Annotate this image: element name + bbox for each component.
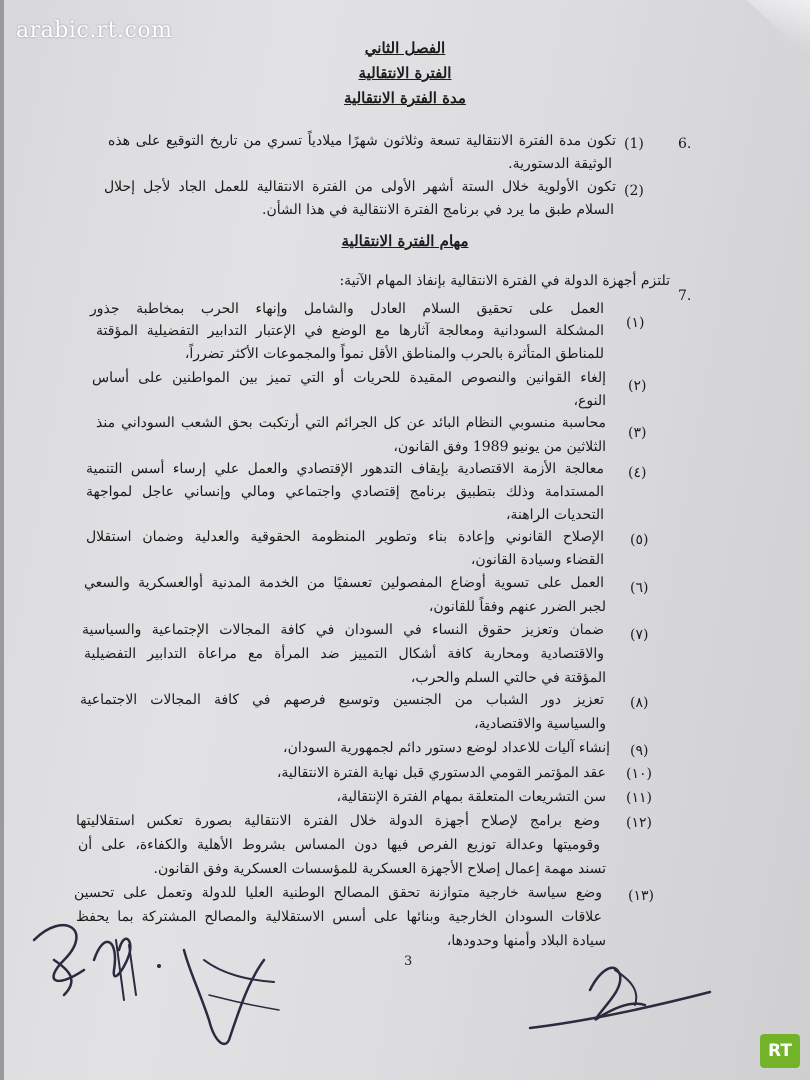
article-text: وضع سياسة خارجية متوازنة تحقق المصالح الوطنية العليا للدولة وتعمل على تحسين — [74, 885, 602, 901]
article-text: الثلاثين من يونيو 1989 وفق القانون، — [393, 439, 606, 455]
item-number: (1) — [624, 136, 644, 152]
item-number: (١٠) — [626, 766, 652, 782]
article-text: الإصلاح القانوني وإعادة بناء وتطوير المنظومة الحقوقية والعدلية وضمان استقلال — [86, 529, 604, 545]
article-text: إلغاء القوانين والنصوص المقيدة للحريات أو التي تميز بين المواطنين على أساس — [92, 370, 606, 386]
page-number: 3 — [404, 954, 413, 969]
article-text: العمل على تسوية أوضاع المفصولين تعسفيًا من الخدمة المدنية أوالعسكرية والسعي — [84, 575, 604, 591]
article-text: والسياسية والاقتصادية، — [474, 716, 606, 732]
article-text: لجبر الضرر عنهم وفقاً للقانون، — [428, 599, 606, 615]
item-number: (١٢) — [626, 815, 652, 831]
rt-logo: RT — [760, 1034, 800, 1068]
article-text: العمل على تحقيق السلام العادل والشامل وإنهاء الحرب بمخاطبة جذور — [90, 301, 604, 317]
item-number: (١١) — [626, 790, 652, 806]
article-text: الوثيقة الدستورية. — [508, 156, 612, 172]
article-text: المستدامة وذلك بتطبيق برنامج إقتصادي واجتماعي ومالي وإنساني عاجل لمواجهة — [86, 484, 604, 500]
article-text: علاقات السودان الخارجية وبنائها على أسس الاستقلالية والمصالح المشتركة بما يحفظ — [76, 909, 602, 925]
article-text: سن التشريعات المتعلقة بمهام الفترة الإنتقالية، — [336, 789, 606, 805]
item-number: (١) — [626, 315, 645, 331]
article-number: 6. — [678, 136, 692, 152]
article-text: تسند مهمة إعمال إصلاح الأجهزة العسكرية للمؤسسات العسكرية وفق القانون. — [153, 861, 606, 877]
item-number: (١٣) — [628, 888, 654, 904]
item-number: (٨) — [630, 695, 649, 711]
signature-left — [24, 900, 314, 1060]
item-number: (٦) — [630, 580, 649, 596]
article-text: المؤقتة في حالتي السلم والحرب، — [410, 670, 606, 686]
watermark: arabic.rt.com — [16, 18, 173, 43]
item-number: (2) — [624, 183, 644, 199]
article-text: معالجة الأزمة الاقتصادية بإيقاف التدهور الإقتصادي والعمل علي إرساء أسس التنمية — [86, 461, 604, 477]
item-number: (٥) — [630, 532, 649, 548]
tasks-title: مهام الفترة الانتقالية — [341, 232, 469, 250]
item-number: (٣) — [628, 425, 647, 441]
article-text: القضاء وسيادة القانون، — [470, 552, 604, 568]
article-intro: تلتزم أجهزة الدولة في الفترة الانتقالية بإنفاذ المهام الآتية: — [339, 273, 670, 289]
item-number: (٤) — [628, 465, 647, 481]
article-text: ضمان وتعزيز حقوق النساء في السودان في كافة المجالات الإجتماعية والسياسية — [82, 622, 604, 638]
article-text: محاسبة منسوبي النظام البائد عن كل الجرائم التي أرتكبت بحق الشعب السوداني منذ — [96, 415, 606, 431]
article-text: والاقتصادية ومحاربة كافة أشكال التمييز ضد المرأة مع مراعاة التدابير التفضيلية — [84, 646, 604, 662]
signature-right — [520, 950, 730, 1040]
chapter-title: الفصل الثاني — [364, 39, 446, 57]
article-text: وقوميتها وعدالة توزيع الفرص فيها دون المساس بشروط الأهلية والكفاءة، على أن — [78, 837, 600, 853]
item-number: (٢) — [628, 378, 647, 394]
article-number: 7. — [678, 288, 692, 304]
article-text: تكون الأولوية خلال الستة أشهر الأولى من الفترة الانتقالية للعمل الجاد لأجل إحلال — [104, 179, 616, 195]
item-number: (٩) — [630, 743, 649, 759]
article-text: وضع برامج لإصلاح أجهزة الدولة خلال الفترة الانتقالية بصورة تعكس استقلاليتها — [76, 813, 600, 829]
article-text: المشكلة السودانية ومعالجة آثارها مع الوضع في الإعتبار التدابير التفضيلية المؤقتة — [96, 323, 604, 339]
article-text: التحديات الراهنة، — [506, 507, 604, 523]
article-text: سيادة البلاد وأمنها وحدودها، — [446, 933, 606, 949]
period-title: الفترة الانتقالية — [358, 64, 452, 82]
chapter-headings — [0, 36, 810, 111]
item-number: (٧) — [630, 627, 649, 643]
article-text: تكون مدة الفترة الانتقالية تسعة وثلاثون شهرًا ميلادياً تسري من تاريخ التوقيع على هذه — [108, 133, 616, 149]
duration-title: مدة الفترة الانتقالية — [344, 89, 466, 107]
article-text: إنشاء آليات للاعداد لوضع دستور دائم لجمهورية السودان، — [283, 740, 610, 756]
article-text: السلام طبق ما يرد في برنامج الفترة الانتقالية في هذا الشأن. — [262, 202, 614, 218]
article-text: عقد المؤتمر القومي الدستوري قبل نهاية الفترة الانتقالية، — [276, 765, 606, 781]
article-text: للمناطق المتأثرة بالحرب والمناطق الأقل نمواً والمجموعات الأكثر تضرراً، — [184, 346, 604, 362]
article-text: النوع، — [573, 393, 606, 409]
article-text: تعزيز دور الشباب من الجنسين وتوسيع فرصهم في كافة المجالات الاجتماعية — [80, 692, 604, 708]
